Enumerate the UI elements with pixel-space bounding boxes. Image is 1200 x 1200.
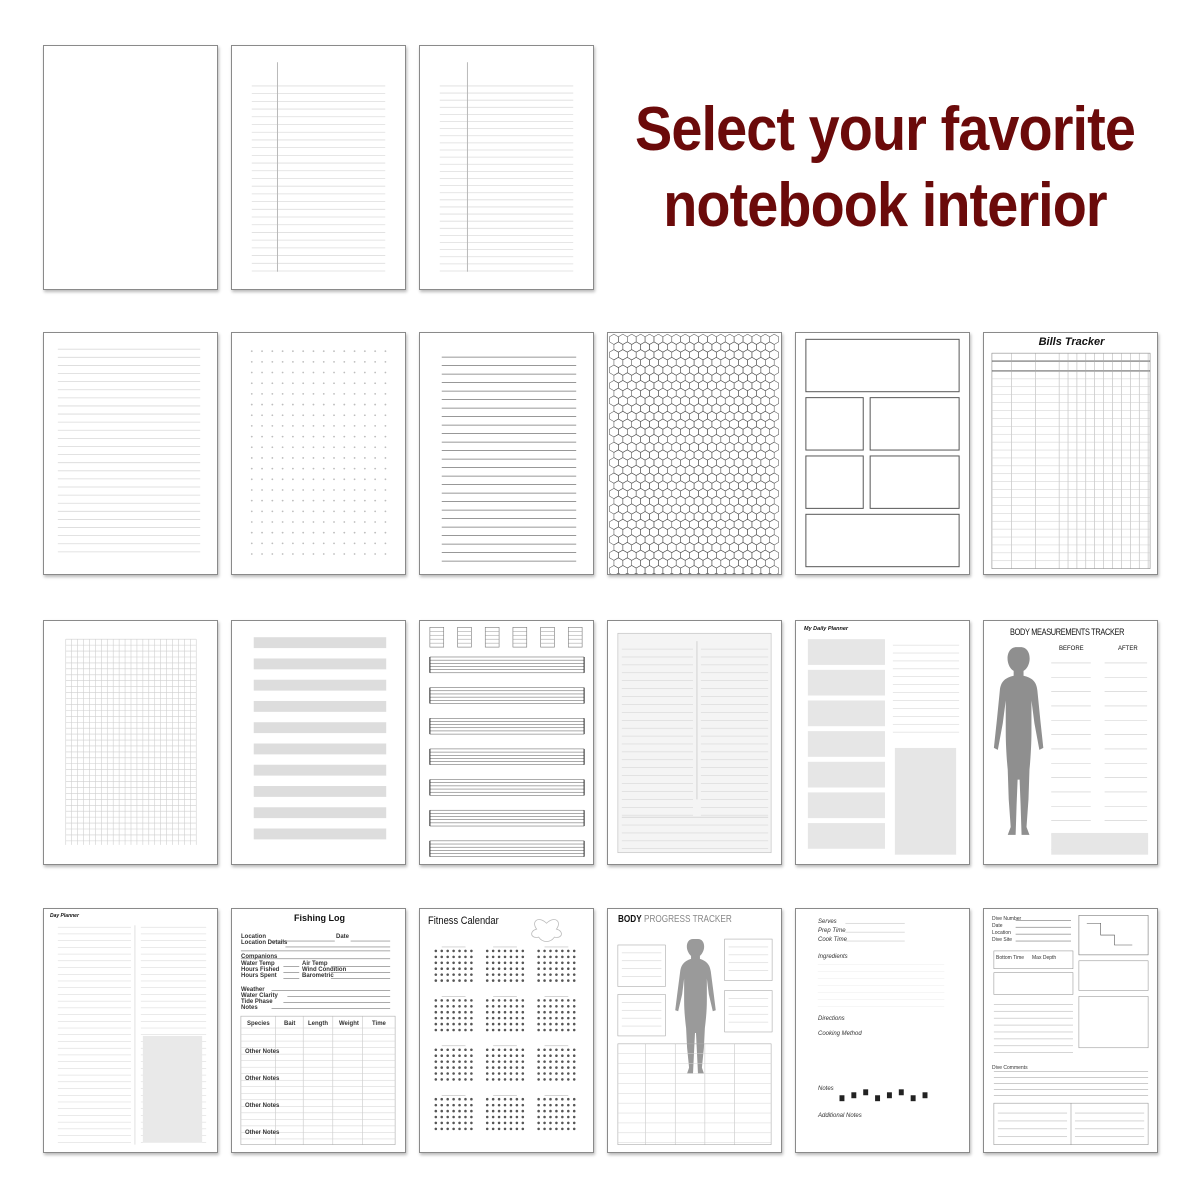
dive-field-site: Dive Site <box>992 937 1013 943</box>
fishing-field-location: Location <box>241 934 266 940</box>
interior-dive-log[interactable] <box>983 908 1158 1153</box>
dot-grid-graphic <box>232 333 405 574</box>
interior-bills-tracker[interactable] <box>983 332 1158 575</box>
fishing-field-barometric: Barometric <box>302 973 334 979</box>
bills-tracker-title: Bills Tracker <box>1038 336 1105 348</box>
dive-field-location: Location <box>992 930 1011 936</box>
fishing-field-weather: Weather <box>241 987 265 993</box>
body-measurements-title: BODY MEASUREMENTS TRACKER <box>1010 627 1125 637</box>
storyboard-graphic <box>796 333 969 574</box>
headline-line-1: Select your favorite <box>635 95 1135 164</box>
body-measurements-graphic <box>984 621 1157 864</box>
body-progress-graphic <box>608 909 781 1152</box>
fitness-calendar-title: Fitness Calendar <box>428 915 499 927</box>
fishing-other-notes-2: Other Notes <box>245 1076 280 1082</box>
recipe-field-notes: Notes <box>818 1086 834 1092</box>
ruled-lines-graphic <box>232 46 405 289</box>
bills-grid-graphic <box>984 333 1157 574</box>
daily-planner-title: My Daily Planner <box>804 626 849 632</box>
before-label: BEFORE <box>1059 646 1084 652</box>
dive-field-max-depth: Max Depth <box>1032 955 1057 961</box>
wide-lines-graphic <box>420 333 593 574</box>
recipe-field-ingredients: Ingredients <box>818 954 848 960</box>
guitar-tab-graphic <box>420 621 593 864</box>
fishing-field-date: Date <box>336 934 350 940</box>
fishing-other-notes-3: Other Notes <box>245 1103 280 1109</box>
interior-body-progress[interactable] <box>607 908 782 1153</box>
ruled-lines-graphic <box>420 46 593 289</box>
fishing-col-species: Species <box>247 1021 270 1027</box>
fishing-field-air-temp: Air Temp <box>302 961 328 967</box>
interior-day-planner-hourly[interactable] <box>43 908 218 1153</box>
interior-blank[interactable] <box>43 45 218 290</box>
interior-guitar-tab[interactable] <box>419 620 594 865</box>
fishing-other-notes-1: Other Notes <box>245 1049 280 1055</box>
interior-lined[interactable] <box>43 332 218 575</box>
fitness-calendar-graphic <box>420 909 593 1152</box>
fishing-col-weight: Weight <box>339 1021 359 1027</box>
recipe-field-cook-time: Cook Time <box>818 937 847 943</box>
interior-fishing-log[interactable] <box>231 908 406 1153</box>
fishing-field-water-clarity: Water Clarity <box>241 993 278 999</box>
fishing-field-companions: Companions <box>241 954 278 960</box>
after-label: AFTER <box>1118 646 1138 652</box>
cornell-planner-graphic <box>608 621 781 864</box>
day-planner-title: Day Planner <box>50 913 79 919</box>
headline <box>629 92 1142 244</box>
fishing-field-notes: Notes <box>241 1005 258 1011</box>
interior-recipe[interactable] <box>795 908 970 1153</box>
interior-dot-grid[interactable] <box>231 332 406 575</box>
dive-field-date: Date <box>992 923 1003 929</box>
fishing-col-length: Length <box>308 1021 328 1027</box>
interior-cornell-planner[interactable] <box>607 620 782 865</box>
fishing-field-wind-condition: Wind Condition <box>302 967 347 973</box>
fishing-field-hours-spent: Hours Spent <box>241 973 277 979</box>
interior-wide-ruled-margin[interactable] <box>419 45 594 290</box>
fishing-col-time: Time <box>372 1021 386 1027</box>
recipe-field-cooking-method: Cooking Method <box>818 1031 862 1037</box>
dive-field-comments: Dive Comments <box>992 1065 1028 1071</box>
dive-field-bottom-time: Bottom Time <box>996 955 1025 961</box>
hexagon-grid-graphic <box>608 333 781 574</box>
day-planner-graphic <box>44 909 217 1152</box>
gray-stripes-graphic <box>232 621 405 864</box>
daily-planner-graphic <box>796 621 969 864</box>
interior-fitness-calendar[interactable] <box>419 908 594 1153</box>
body-progress-title <box>618 914 732 925</box>
recipe-field-prep-time: Prep Time <box>818 928 846 934</box>
fishing-field-hours-fished: Hours Fished <box>241 967 280 973</box>
interior-body-measurements[interactable] <box>983 620 1158 865</box>
interior-wide-lined[interactable] <box>419 332 594 575</box>
lined-graphic <box>44 333 217 574</box>
fishing-field-location-details: Location Details <box>241 940 288 946</box>
graph-grid-graphic <box>44 621 217 864</box>
interior-daily-planner[interactable] <box>795 620 970 865</box>
fishing-field-tide-phase: Tide Phase <box>241 999 273 1005</box>
body-progress-title-bold: BODY <box>618 914 642 925</box>
fishing-field-water-temp: Water Temp <box>241 961 275 967</box>
dive-field-number: Dive Number <box>992 916 1022 922</box>
interior-hexagon-grid[interactable] <box>607 332 782 575</box>
recipe-field-directions: Directions <box>818 1016 845 1022</box>
recipe-field-serves: Serves <box>818 919 837 925</box>
headline-line-2: notebook interior <box>663 171 1107 240</box>
interior-graph-grid[interactable] <box>43 620 218 865</box>
fishing-col-bait: Bait <box>284 1021 296 1027</box>
recipe-field-additional-notes: Additional Notes <box>818 1113 862 1119</box>
fishing-other-notes-4: Other Notes <box>245 1130 280 1136</box>
interior-gray-stripes[interactable] <box>231 620 406 865</box>
interior-storyboard[interactable] <box>795 332 970 575</box>
fishing-log-title: Fishing Log <box>294 913 345 923</box>
body-progress-title-rest: PROGRESS TRACKER <box>643 914 732 925</box>
interior-college-ruled-margin[interactable] <box>231 45 406 290</box>
dive-log-graphic <box>984 909 1157 1152</box>
